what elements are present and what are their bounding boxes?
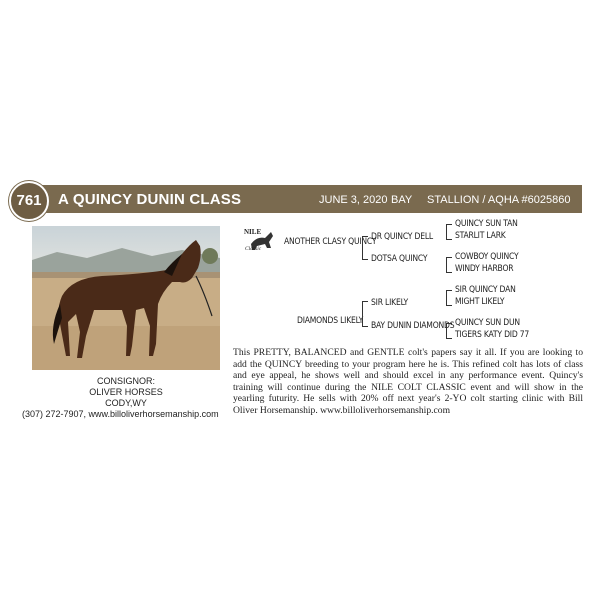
pedigree-bracket-g3-3 (446, 290, 452, 306)
pedigree-g3-4: WINDY HARBOR (455, 264, 514, 274)
lot-description: This PRETTY, BALANCED and GENTLE colt's papers say it all. If you are looking to add the QUINCY breeding to your program here he is. This refined colt has lots of class and eye appeal, he shows well and should excel in any performance event. Quincy's training will continue during the NILE COLT CLASSIC event and will show in the yearling futurity. He sells with 20% off next year's 2-YO colt starting clinic with Bill Oliver Horsemanship. www.billoliverhorsemanship.com (233, 347, 583, 416)
pedigree-bracket-g3-1 (446, 224, 452, 240)
consignor-block (22, 376, 220, 420)
pedigree-g3-1: QUINCY SUN TAN (455, 219, 518, 229)
pedigree-bracket-dam (362, 301, 368, 327)
pedigree-bracket-sire (362, 236, 368, 260)
pedigree-dam-sire: SIR LIKELY (371, 298, 409, 308)
horse-photo-image (32, 226, 220, 370)
lot-number-badge: 761 (9, 181, 49, 221)
nile-classic-logo (243, 226, 279, 252)
pedigree-g3-7: QUINCY SUN DUN (455, 318, 520, 328)
svg-text:NILE: NILE (244, 228, 262, 236)
horse-photo (32, 226, 220, 370)
pedigree-g3-3: COWBOY QUINCY (455, 252, 519, 262)
foal-date: JUNE 3, 2020 (319, 194, 388, 206)
consignor-name: OLIVER HORSES (89, 387, 163, 397)
pedigree-dam: DIAMONDS LIKELY (297, 316, 364, 326)
consignor-contact: (307) 272-7907, www.billoliverhorsemanship.com (22, 409, 219, 419)
consignor-label: CONSIGNOR: (96, 376, 155, 386)
pedigree-bracket-g3-2 (446, 257, 452, 273)
pedigree-g3-2: STARLIT LARK (455, 231, 506, 241)
pedigree-sire-dam: DOTSA QUINCY (371, 254, 428, 264)
pedigree-dam-dam: BAY DUNIN DIAMONDS (371, 321, 455, 331)
pedigree-g3-6: MIGHT LIKELY (455, 297, 505, 307)
horse-color: BAY (391, 194, 413, 206)
sex-registration: STALLION / AQHA #6025860 (427, 194, 571, 206)
pedigree-bracket-g3-4 (446, 323, 452, 339)
pedigree-sire-sire: DR QUINCY DELL (371, 232, 433, 242)
svg-text:Classic: Classic (245, 246, 262, 252)
horse-name: A QUINCY DUNIN CLASS (58, 191, 242, 208)
consignor-location: CODY,WY (105, 398, 147, 408)
pedigree-g3-5: SIR QUINCY DAN (455, 285, 516, 295)
pedigree-g3-8: TIGERS KATY DID 77 (455, 330, 530, 340)
pedigree-sire: ANOTHER CLASY QUINCY (284, 237, 377, 247)
